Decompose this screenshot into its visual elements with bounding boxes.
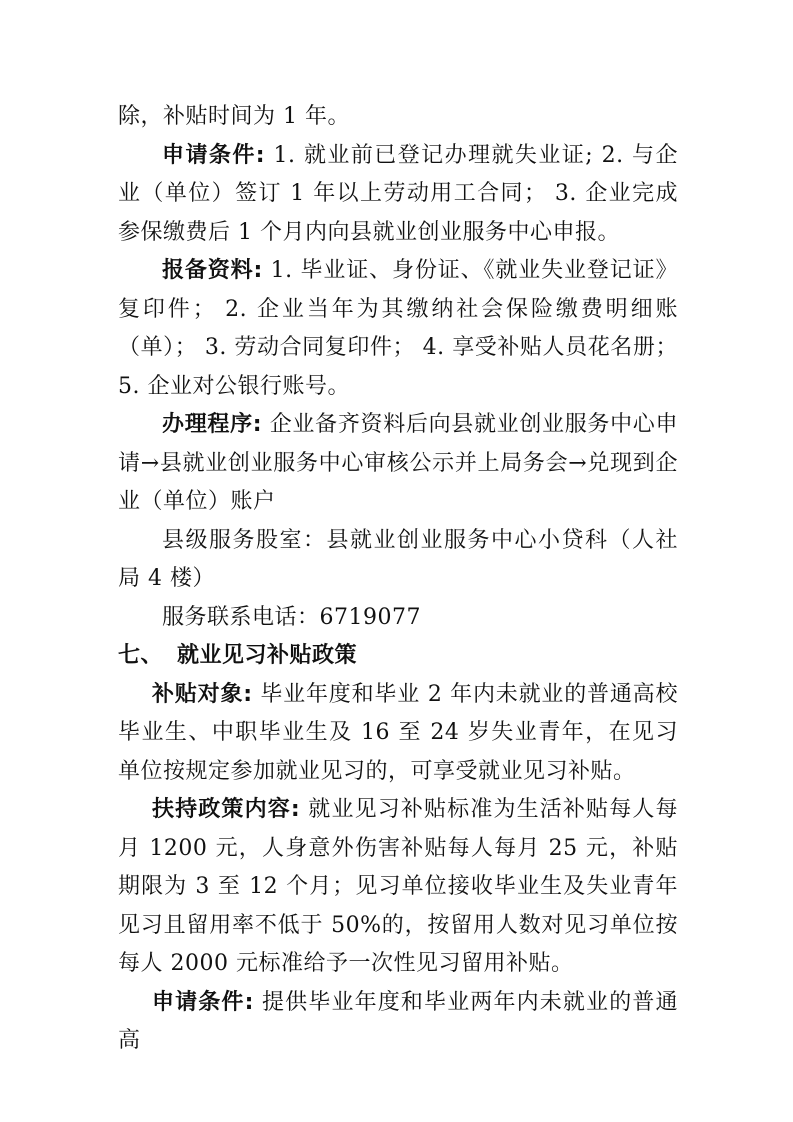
paragraph-label: 申请条件: [162, 142, 266, 168]
paragraph-text: 服务联系电话：6719077 [162, 604, 421, 630]
paragraph-text: 1. 毕业证、身份证、《就业失业登记证》复印件； 2. 企业当年为其缴纳社会保险缴费明细账（单）； 3. 劳动合同复印件； 4. 享受补贴人员花名册； 5. 企业对公银行账号。 [118, 258, 678, 399]
paragraph-application-conditions-2 [118, 984, 678, 1061]
paragraph-text: 毕业年度和毕业 2 年内未就业的普通高校毕业生、中职毕业生及 16 至 24 岁失业青年，在见习单位按规定参加就业见习的，可享受就业见习补贴。 [118, 681, 678, 784]
paragraph-text: 县级服务股室：县就业创业服务中心小贷科（人社局 4 楼） [118, 527, 678, 591]
paragraph-text: 除，补贴时间为 1 年。 [118, 104, 350, 129]
paragraph-application-conditions [118, 137, 678, 253]
paragraph-service-phone [118, 599, 678, 638]
paragraph-text: 提供毕业年度和毕业两年内未就业的普通高 [118, 989, 678, 1053]
paragraph-subsidy-target [118, 676, 678, 792]
section-heading-7 [118, 637, 678, 676]
paragraph-label: 补贴对象: [152, 681, 253, 707]
paragraph-policy-content [118, 791, 678, 984]
paragraph-text: 1. 就业前已登记办理就失业证; 2. 与企业（单位）签订 1 年以上劳动用工合同； 3. 企业完成参保缴费后 1 个月内向县就业创业服务中心申报。 [118, 142, 678, 245]
paragraph-label: 申请条件: [152, 989, 254, 1015]
paragraph-label: 办理程序: [162, 412, 263, 437]
paragraph-required-documents [118, 252, 678, 406]
paragraph-subsidy-duration [118, 98, 678, 137]
section-number: 七、 [118, 643, 164, 668]
paragraph-service-office [118, 522, 678, 599]
paragraph-text: 就业见习补贴标准为生活补贴每人每月 1200 元，人身意外伤害补贴每人每月 25 元，补贴期限为 3 至 12 个月；见习单位接收毕业生及失业青年见习且留用率不低于 50%的，按留用人数对见习单位按每人 2000 元标准给予一次性见习留用补贴。 [118, 797, 678, 976]
paragraph-label: 扶持政策内容: [152, 797, 301, 822]
paragraph-procedure [118, 406, 678, 522]
section-title: 就业见习补贴政策 [177, 643, 358, 668]
paragraph-text: 企业备齐资料后向县就业创业服务中心申请→县就业创业服务中心审核公示并上局务会→兑现到企业（单位）账户 [118, 412, 678, 514]
document-body [118, 98, 678, 1061]
paragraph-label: 报备资料: [162, 258, 263, 283]
